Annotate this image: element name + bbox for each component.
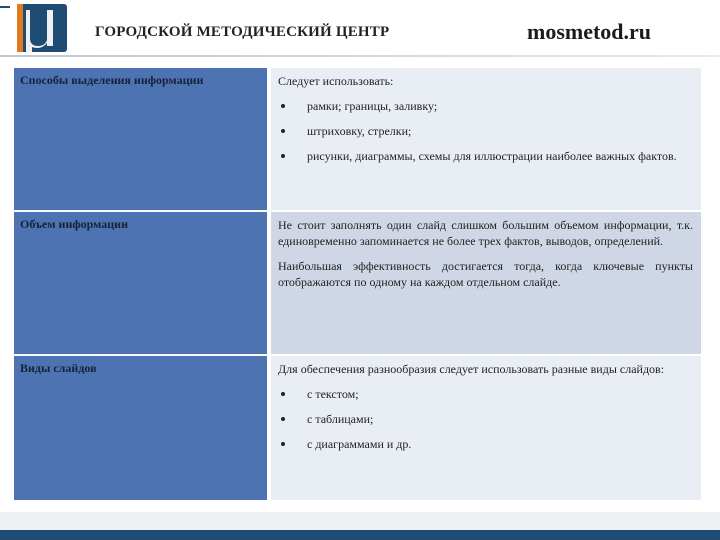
mosmetod-logo: [3, 0, 67, 56]
list-item-text: с текстом;: [307, 387, 359, 401]
header-title: ГОРОДСКОЙ МЕТОДИЧЕСКИЙ ЦЕНТР: [95, 24, 390, 40]
row-label-cell: [14, 212, 269, 356]
header-divider: [0, 55, 720, 57]
list-item-text: рисунки, диаграммы, схемы для иллюстрации наиболее важных фактов.: [307, 149, 677, 163]
bullet-list: [278, 98, 693, 164]
row-label: Объем информации: [20, 217, 128, 231]
table-row: [14, 356, 701, 502]
list-item: [278, 436, 693, 452]
bullet-list: [278, 386, 693, 452]
info-table: [14, 68, 701, 502]
row-content-cell: [271, 68, 701, 212]
row-label-cell: [14, 68, 269, 212]
list-item-text: рамки; границы, заливку;: [307, 99, 438, 113]
list-item-text: с таблицами;: [307, 412, 374, 426]
footer-band: [0, 512, 720, 530]
row-intro: Следует использовать:: [278, 74, 394, 88]
footer-bar: [0, 530, 720, 540]
bullet-icon: [281, 417, 285, 421]
list-item: [278, 386, 693, 402]
row-paragraph: Не стоит заполнять один слайд слишком большим объемом информации, т.к. единовременно запоминается не более трех фактов, выводов, определений.: [278, 218, 693, 248]
list-item: [278, 148, 693, 164]
list-item: [278, 98, 693, 114]
list-item: [278, 411, 693, 427]
bullet-icon: [281, 129, 285, 133]
list-item-text: штриховку, стрелки;: [307, 124, 412, 138]
row-label-cell: [14, 356, 269, 502]
row-content-cell: [271, 356, 701, 502]
list-item: [278, 123, 693, 139]
bullet-icon: [281, 154, 285, 158]
row-content-cell: [271, 212, 701, 356]
bullet-icon: [281, 104, 285, 108]
row-label: Способы выделения информации: [20, 73, 204, 87]
row-intro: Для обеспечения разнообразия следует использовать разные виды слайдов:: [278, 362, 665, 376]
table-row: [14, 68, 701, 212]
list-item-text: с диаграммами и др.: [307, 437, 412, 451]
bullet-icon: [281, 442, 285, 446]
row-label: Виды слайдов: [20, 361, 97, 375]
row-paragraph: Наибольшая эффективность достигается тогда, когда ключевые пункты отображаются по одному на каждом отдельном слайде.: [278, 259, 693, 289]
table-row: [14, 212, 701, 356]
bullet-icon: [281, 392, 285, 396]
page-header: [0, 0, 720, 62]
site-name: mosmetod.ru: [527, 19, 652, 44]
